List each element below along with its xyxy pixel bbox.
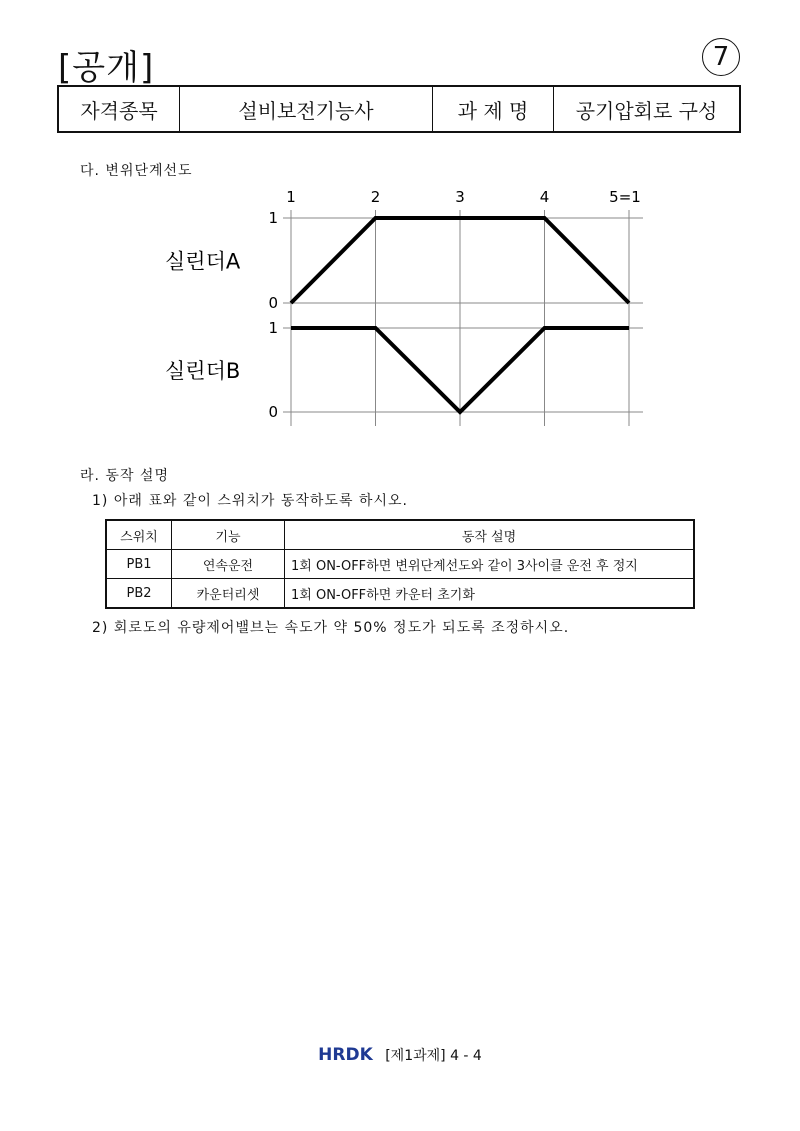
header-qualification-label: 자격종목 xyxy=(58,86,180,132)
page-marker-number: 7 xyxy=(712,42,730,72)
header-task-value: 공기압회로 구성 xyxy=(554,86,741,132)
table-header-function: 기능 xyxy=(172,520,285,550)
level-label-high: 1 xyxy=(268,209,278,227)
instruction-item-1: 1) 아래 표와 같이 스위치가 동작하도록 하시오. xyxy=(92,493,408,509)
header-table xyxy=(57,85,741,133)
document-classification-label: [공개] xyxy=(58,48,155,88)
table-cell-function: 카운터리셋 xyxy=(172,579,285,609)
cylinder-name-label: 실린더A xyxy=(165,249,241,274)
page-marker-circle xyxy=(702,38,740,76)
step-label: 2 xyxy=(370,188,381,206)
step-label: 5=1 xyxy=(609,188,641,206)
level-label-low: 0 xyxy=(268,294,278,312)
header-qualification-value: 설비보전기능사 xyxy=(180,86,433,132)
page-footer xyxy=(0,1045,800,1065)
table-row xyxy=(106,550,694,579)
section-displacement-diagram-title: 다. 변위단계선도 xyxy=(80,163,193,179)
step-label: 3 xyxy=(455,188,465,206)
level-label-low: 0 xyxy=(268,403,278,421)
table-cell-switch: PB2 xyxy=(106,579,172,609)
switch-operation-table xyxy=(105,519,695,609)
footer-page-text: [제1과제] 4 - 4 xyxy=(385,1048,482,1064)
table-header-switch: 스위치 xyxy=(106,520,172,550)
table-header-description: 동작 설명 xyxy=(285,520,695,550)
table-cell-description: 1회 ON-OFF하면 카운터 초기화 xyxy=(285,579,695,609)
diagram-grid xyxy=(283,210,643,426)
level-label-high: 1 xyxy=(268,319,278,337)
instruction-item-2: 2) 회로도의 유량제어밸브는 속도가 약 50% 정도가 되도록 조정하시오. xyxy=(92,620,570,636)
section-operation-title: 라. 동작 설명 xyxy=(80,468,169,484)
hrdk-logo: HRDK xyxy=(318,1045,373,1065)
table-row xyxy=(106,579,694,609)
table-cell-function: 연속운전 xyxy=(172,550,285,579)
table-cell-switch: PB1 xyxy=(106,550,172,579)
cylinder-name-label: 실린더B xyxy=(165,359,241,383)
step-label: 1 xyxy=(286,188,296,206)
header-task-label: 과 제 명 xyxy=(433,86,554,132)
diagram-labels xyxy=(165,188,641,421)
step-label: 4 xyxy=(539,188,550,206)
table-cell-description: 1회 ON-OFF하면 변위단계선도와 같이 3사이클 운전 후 정지 xyxy=(285,550,695,579)
table-header-row xyxy=(106,520,694,550)
displacement-step-diagram xyxy=(0,180,800,440)
